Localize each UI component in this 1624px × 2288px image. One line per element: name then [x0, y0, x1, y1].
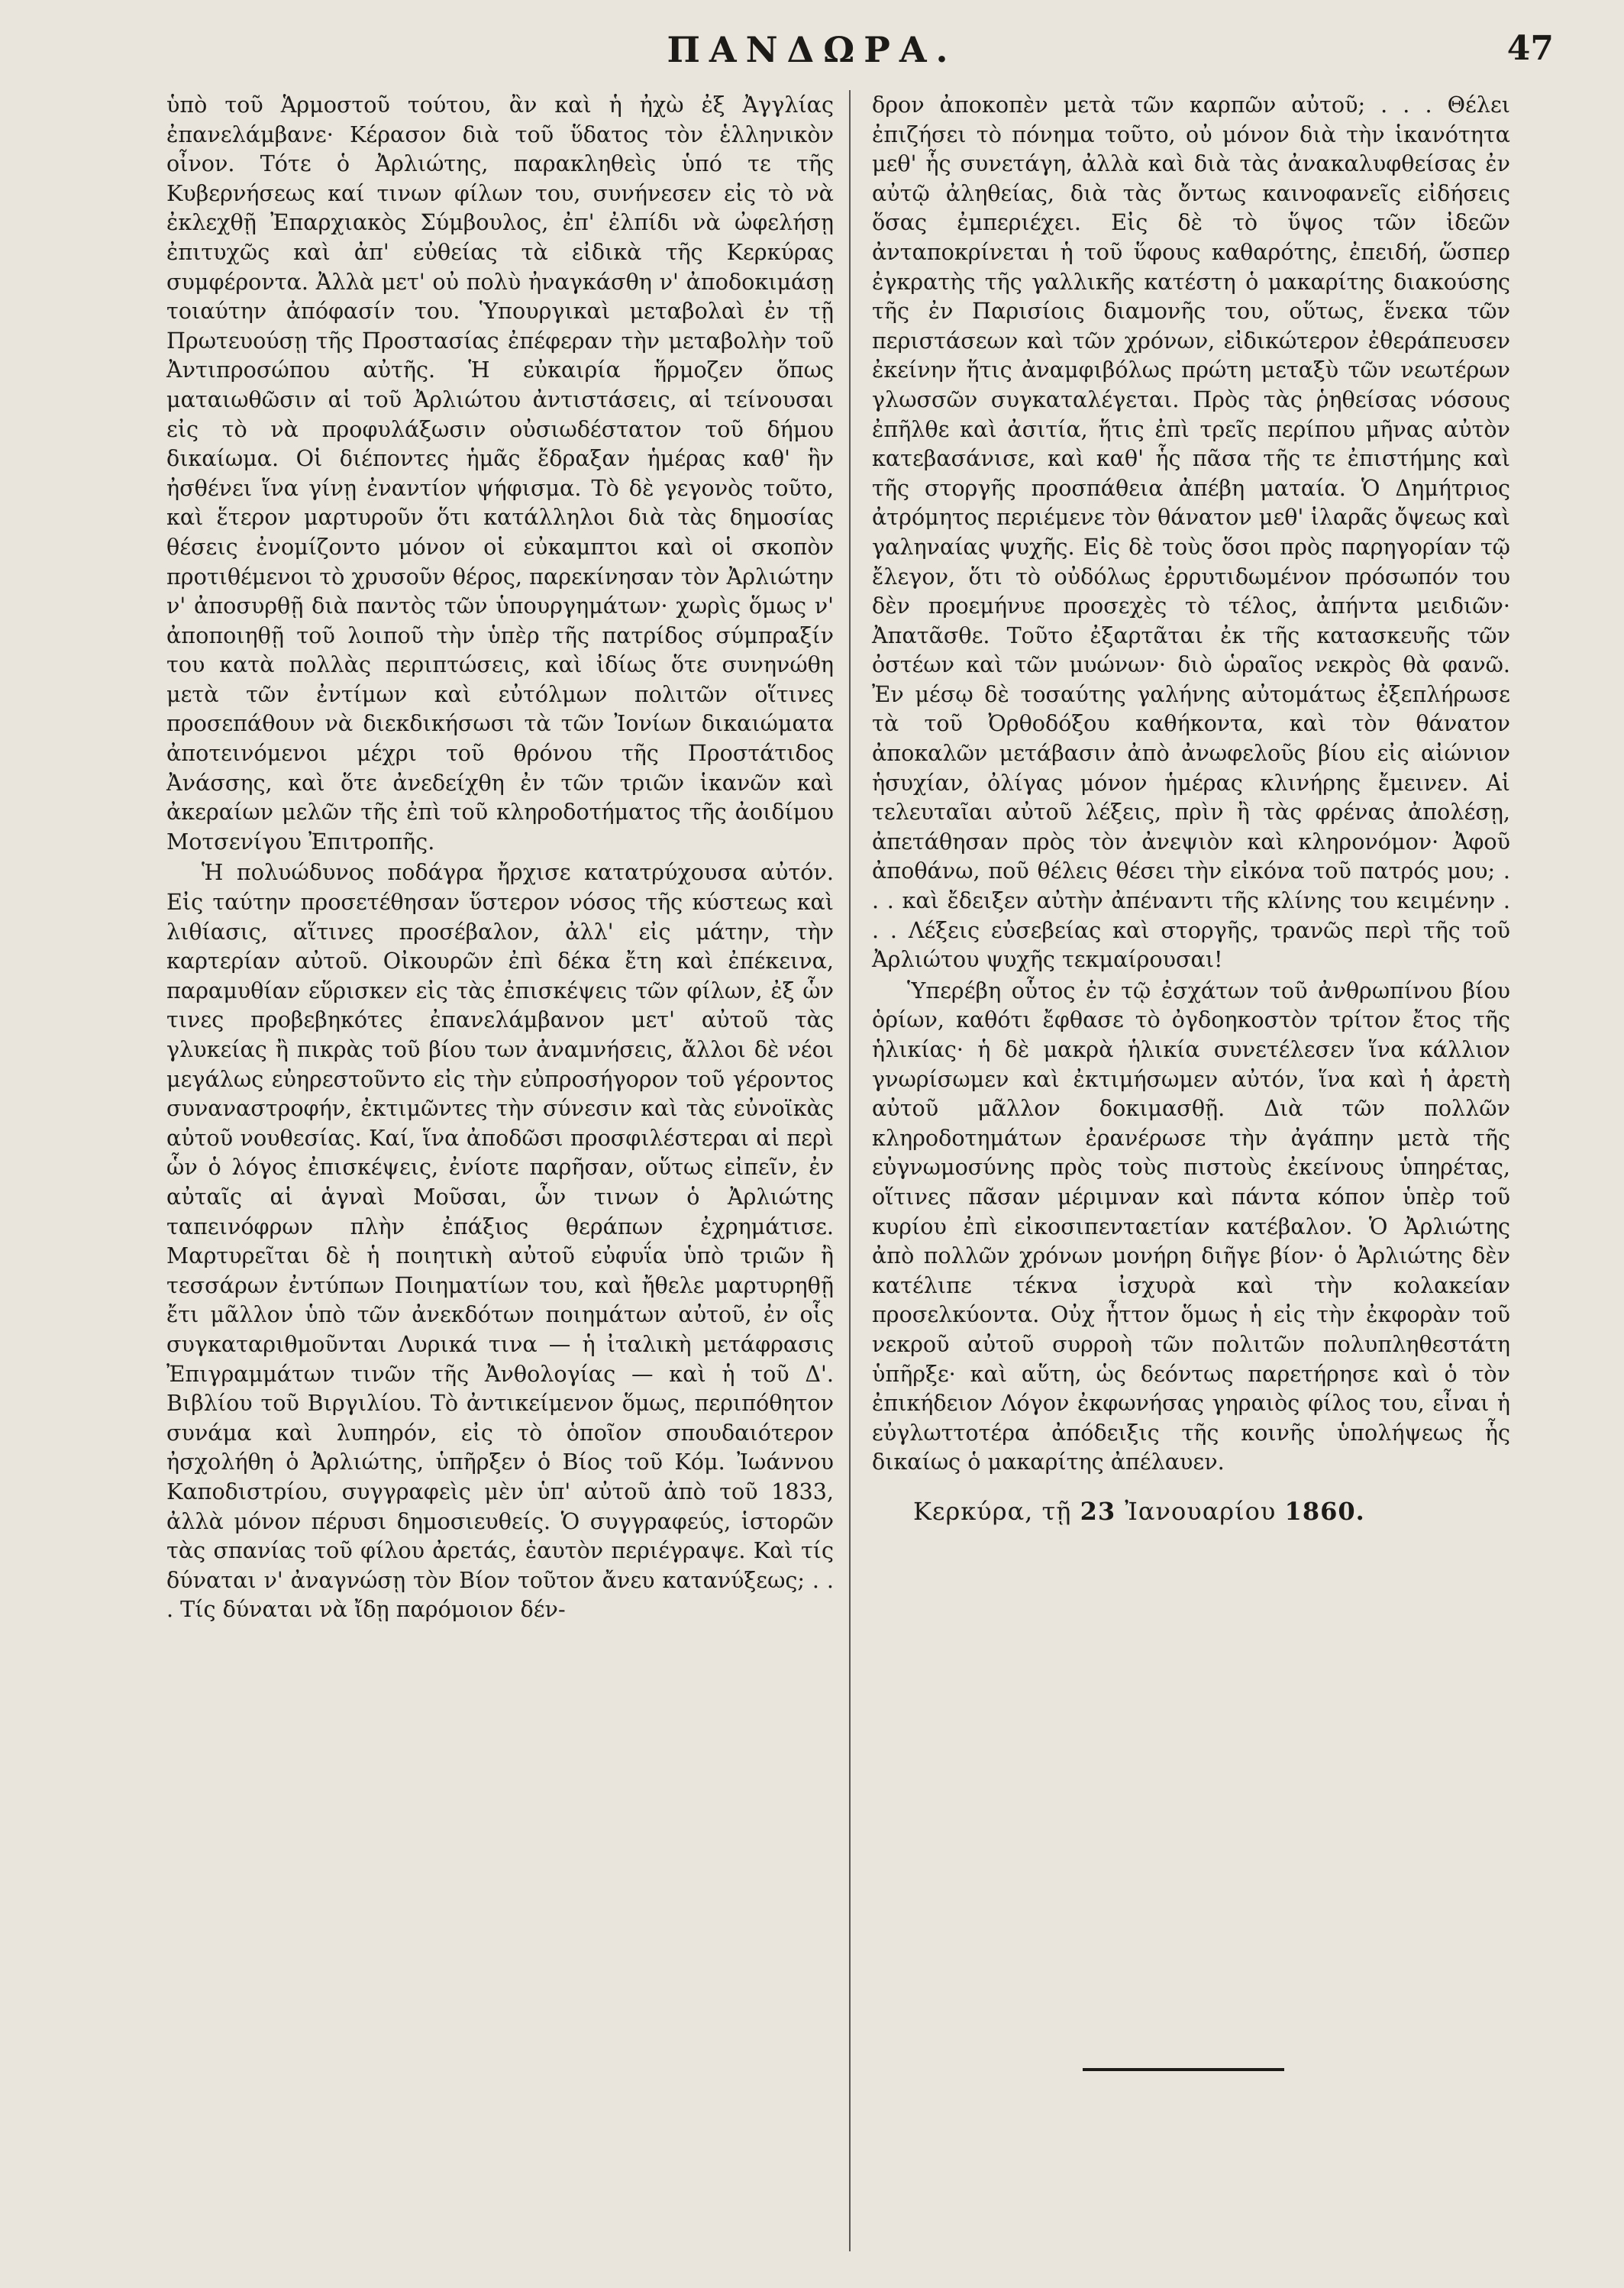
dateline-year: 1860.	[1284, 1496, 1365, 1526]
left-paragraph-2: Ἡ πολυώδυνος ποδάγρα ἤρχισε κατατρύχουσα αὐτόν. Εἰς ταύτην προσετέθησαν ὕστερον νόσος τῆς κύστεως καὶ λιθίασις, αἵτινες προσέβαλον, ἀλλ' εἰς μάτην, τὴν καρτερίαν αὐτοῦ. Οἰκουρῶν ἐπὶ δέκα ἔτη καὶ ἐπέκεινα, παραμυθίαν εὕρισκεν εἰς τὰς ἐπισκέψεις τῶν φίλων, ἐξ ὧν τινες προβεβηκότες ἐπανελάμβανον μετ' αὐτοῦ τὰς γλυκείας ἢ πικρὰς τοῦ βίου των ἀναμνήσεις, ἄλλοι δὲ νέοι μεγάλως εὐηρεστοῦντο εἰς τὴν εὐπροσήγορον τοῦ γέροντος συναναστροφήν, ἐκτιμῶντες τὴν σύνεσιν καὶ τὰς εὐνοϊκὰς αὐτοῦ νουθεσίας. Καί, ἵνα ἀποδῶσι προσφιλέστεραι αἱ περὶ ὧν ὁ λόγος ἐπισκέψεις, ἐνίοτε παρῆσαν, οὕτως εἰπεῖν, ἐν αὐταῖς αἱ ἁγναὶ Μοῦσαι, ὧν τινων ὁ Ἀρλιώτης ταπεινόφρων πλὴν ἐπάξιος θεράπων ἐχρημάτισε. Μαρτυρεῖται δὲ ἡ ποιητικὴ αὐτοῦ εὐφυΐα ὑπὸ τριῶν ἢ τεσσάρων ἐντύπων Ποιηματίων του, καὶ ἤθελε μαρτυρηθῇ ἔτι μᾶλλον ὑπὸ τῶν ἀνεκδότων ποιημάτων αὐτοῦ, ἐν οἷς συγκαταριθμοῦνται Λυρικά τινα — ἡ ἰταλικὴ μετάφρασις Ἐπιγραμμάτων τινῶν τῆς Ἀνθολογίας — καὶ ἡ τοῦ Δ'. Βιβλίου τοῦ Βιργιλίου. Τὸ ἀντικείμενον ὅμως, περιπόθητον συνάμα καὶ λυπηρόν, εἰς τὸ ὁποῖον σπουδαιότερον ἠσχολήθη ὁ Ἀρλιώτης, ὑπῆρξεν ὁ Βίος τοῦ Κόμ. Ἰωάννου Καποδιστρίου, συγγραφεὶς μὲν ὑπ' αὐτοῦ ἀπὸ τοῦ 1833, ἀλλὰ μόνον πέρυσι δημοσιευθείς. Ὁ συγγραφεύς, ἱστορῶν τὰς σπανίας τοῦ φίλου ἀρετάς, ἑαυτὸν περιέγραψε. Καὶ τίς δύναται ν' ἀναγνώσῃ τὸν Βίον τοῦτον ἄνευ κατανύξεως; . . . Τίς δύναται νὰ ἴδῃ παρόμοιον δέν-	[166, 859, 834, 1623]
dateline	[872, 1497, 1510, 1527]
left-column	[166, 90, 834, 1624]
end-rule	[1083, 2068, 1284, 2071]
dateline-day: 23	[1080, 1496, 1125, 1526]
dateline-month: Ἰανουαρίου	[1125, 1496, 1285, 1526]
dateline-place: Κερκύρα, τῇ	[913, 1496, 1080, 1526]
right-column	[872, 90, 1510, 1527]
right-paragraph-2: Ὑπερέβη οὗτος ἐν τῷ ἐσχάτων τοῦ ἀνθρωπίνου βίου ὁρίων, καθότι ἔφθασε τὸ ὀγδοηκοστὸν τρίτον ἔτος τῆς ἡλικίας· ἡ δὲ μακρὰ ἡλικία συνετέλεσεν ἵνα κάλλιον γνωρίσωμεν καὶ ἐκτιμήσωμεν αὐτόν, ἵνα καὶ ἡ ἀρετὴ αὐτοῦ μᾶλλον δοκιμασθῇ. Διὰ τῶν πολλῶν κληροδοτημάτων ἐρανέρωσε τὴν ἀγάπην μετὰ τῆς εὐγνωμοσύνης πρὸς τοὺς πιστοὺς ἐκείνους ὑπηρέτας, οἵτινες πᾶσαν μέριμναν καὶ πάντα κόπον ὑπὲρ τοῦ κυρίου ἐπὶ εἰκοσιπενταετίαν κατέβαλον. Ὁ Ἀρλιώτης ἀπὸ πολλῶν χρόνων μονήρη διῆγε βίον· ὁ Ἀρλιώτης δὲν κατέλιπε τέκνα ἰσχυρὰ καὶ τὴν κολακείαν προσελκύοντα. Οὐχ ἧττον ὅμως ἡ εἰς τὴν ἐκφορὰν τοῦ νεκροῦ αὐτοῦ συρροὴ τῶν πολιτῶν πολυπληθεστάτη ὑπῆρξε· καὶ αὕτη, ὡς δεόντως παρετήρησε καὶ ὁ τὸν ἐπικήδειον Λόγον ἐκφωνήσας γηραιὸς φίλος του, εἶναι ἡ εὐγλωττοτέρα ἀπόδειξις τῆς κοινῆς ὑπολήψεως ἧς δικαίως ὁ μακαρίτης ἀπέλαυεν.	[872, 977, 1510, 1475]
left-paragraph-1: ὑπὸ τοῦ Ἁρμοστοῦ τούτου, ἂν καὶ ἡ ἠχὼ ἐξ Ἀγγλίας ἐπανελάμβανε· Κέρασον διὰ τοῦ ὕδατος τὸν ἑλληνικὸν οἶνον. Τότε ὁ Ἀρλιώτης, παρακληθεὶς ὑπό τε τῆς Κυβερνήσεως καί τινων φίλων του, συνήνεσεν εἰς τὸ νὰ ἐκλεχθῇ Ἐπαρχιακὸς Σύμβουλος, ἐπ' ἐλπίδι νὰ ὠφελήσῃ ἐπιτυχῶς καὶ ἀπ' εὐθείας τὰ εἰδικὰ τῆς Κερκύρας συμφέροντα. Ἀλλὰ μετ' οὐ πολὺ ἠναγκάσθη ν' ἀποδοκιμάσῃ τοιαύτην ἀπόφασίν του. Ὑπουργικαὶ μεταβολαὶ ἐν τῇ Πρωτευούσῃ τῆς Προστασίας ἐπέφεραν τὴν μεταβολὴν τοῦ Ἀντιπροσώπου αὐτῆς. Ἡ εὐκαιρία ἥρμοζεν ὅπως ματαιωθῶσιν αἱ τοῦ Ἀρλιώτου ἀντιστάσεις, αἱ τείνουσαι εἰς τὸ νὰ προφυλάξωσιν οὐσιωδέστατον τοῦ δήμου δικαίωμα. Οἱ διέποντες ἡμᾶς ἔδραξαν ἡμέρας καθ' ἣν ἠσθένει ἵνα γίνῃ ἐναντίον ψήφισμα. Τὸ δὲ γεγονὸς τοῦτο, καὶ ἕτερον μαρτυροῦν ὅτι κατάλληλοι διὰ τὰς δημοσίας θέσεις ἐνομίζοντο μόνον οἱ εὐκαμπτοι καὶ οἱ σκοπὸν προτιθέμενοι τὸ χρυσοῦν θέρος, παρεκίνησαν τὸν Ἀρλιώτην ν' ἀποσυρθῇ διὰ παντὸς τῶν ὑπουργημάτων· χωρὶς ὅμως ν' ἀποποιηθῇ τοῦ λοιποῦ τὴν ὑπὲρ τῆς πατρίδος σύμπραξίν του κατὰ πολλὰς περιπτώσεις, καὶ ἰδίως ὅτε συνηνώθη μετὰ τῶν ἐντίμων καὶ εὐτόλμων πολιτῶν οἵτινες προσεπάθουν νὰ διεκδικήσωσι τὰ τῶν Ἰονίων δικαιώματα ἀποτεινόμενοι μέχρι τοῦ θρόνου τῆς Προστάτιδος Ἀνάσσης, καὶ ὅτε ἀνεδείχθη ἐν τῶν τριῶν ἱκανῶν καὶ ἀκεραίων μελῶν τῆς ἐπὶ τοῦ κληροδοτήματος τῆς ἀοιδίμου Μοτσενίγου Ἐπιτροπῆς.	[166, 92, 834, 855]
page-number: 47	[1506, 29, 1554, 68]
page-title: ΠΑΝΔΩΡΑ.	[667, 29, 957, 70]
right-paragraph-1: δρον ἀποκοπὲν μετὰ τῶν καρπῶν αὐτοῦ; . . . Θέλει ἐπιζήσει τὸ πόνημα τοῦτο, οὐ μόνον διὰ τὴν ἱκανότητα μεθ' ἧς συνετάγη, ἀλλὰ καὶ διὰ τὰς ἀνακαλυφθείσας ἐν αὐτῷ ἀληθείας, διὰ τὰς ὄντως καινοφανεῖς εἰδήσεις ὅσας ἐμπεριέχει. Εἰς δὲ τὸ ὕψος τῶν ἰδεῶν ἀνταποκρίνεται ἡ τοῦ ὕφους καθαρότης, ἐπειδή, ὥσπερ ἐγκρατὴς τῆς γαλλικῆς κατέστη ὁ μακαρίτης διακούσης τῆς ἐν Παρισίοις διαμονῆς του, οὕτως, ἕνεκα τῶν περιστάσεων καὶ τῶν χρόνων, εἰδικώτερον ἐθεράπευσεν ἐκείνην ἥτις ἀναμφιβόλως πρώτη μεταξὺ τῶν νεωτέρων γλωσσῶν συγκαταλέγεται. Πρὸς τὰς ῥηθείσας νόσους ἐπῆλθε καὶ ἀσιτία, ἥτις ἐπὶ τρεῖς περίπου μῆνας αὐτὸν κατεβασάνισε, καὶ καθ' ἧς πᾶσα τῆς τε ἐπιστήμης καὶ τῆς στοργῆς προσπάθεια ἀπέβη ματαία. Ὁ Δημήτριος ἀτρόμητος περιέμενε τὸν θάνατον μεθ' ἱλαρᾶς ὄψεως καὶ γαληναίας ψυχῆς. Εἰς δὲ τοὺς ὅσοι πρὸς παρηγορίαν τῷ ἔλεγον, ὅτι τὸ οὐδόλως ἐρρυτιδωμένον πρόσωπόν του δὲν προεμήνυε προσεχὲς τὸ τέλος, ἀπήντα μειδιῶν· Ἀπατᾶσθε. Τοῦτο ἐξαρτᾶται ἐκ τῆς κατασκευῆς τῶν ὀστέων καὶ τῶν μυώνων· διὸ ὡραῖος νεκρὸς θὰ φανῶ. Ἐν μέσῳ δὲ τοσαύτης γαλήνης αὐτομάτως ἐξεπλήρωσε τὰ τοῦ Ὀρθοδόξου καθήκοντα, καὶ τὸν θάνατον ἀποκαλῶν μετάβασιν ἀπὸ ἀνωφελοῦς βίου εἰς αἰώνιον ἡσυχίαν, ὀλίγας μόνον ἡμέρας κλινήρης ἔμεινεν. Αἱ τελευταῖαι αὐτοῦ λέξεις, πρὶν ἢ τὰς φρένας ἀπολέσῃ, ἀπετάθησαν πρὸς τὸν ἀνεψιὸν καὶ κληρονόμον· Ἀφοῦ ἀποθάνω, ποῦ θέλεις θέσει τὴν εἰκόνα τοῦ πατρός μου; . . . καὶ ἔδειξεν αὐτὴν ἀπέναντι τῆς κλίνης του κειμένην . . . Λέξεις εὐσεβείας καὶ στοργῆς, τρανῶς περὶ τῆς τοῦ Ἀρλιώτου ψυχῆς τεκμαίρουσαι!	[872, 92, 1510, 973]
column-divider	[849, 90, 851, 2251]
